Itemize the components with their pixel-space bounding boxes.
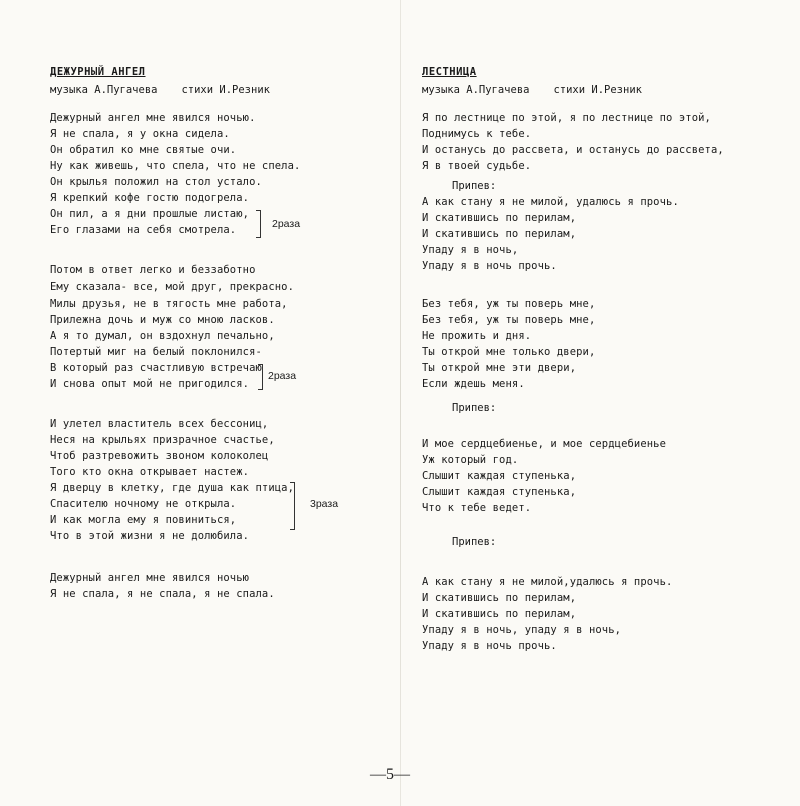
lyric-line: Упаду я в ночь прочь. — [422, 640, 557, 652]
lyric-line: А я то думал, он вздохнул печально, — [50, 330, 275, 342]
lyric-line: Чтоб разтревожить звоном колоколец — [50, 450, 269, 462]
lyric-line: Я крепкий кофе гостю подогрела. — [50, 192, 250, 204]
repeat-mark: 2раза — [268, 370, 297, 382]
lyric-line: Прилежна дочь и муж со мною ласков. — [50, 314, 275, 326]
lyric-line: Он крылья положил на стол устало. — [50, 176, 262, 188]
lyric-line: А как стану я не милой, удалюсь я прочь. — [422, 196, 679, 208]
song-credits — [422, 84, 642, 96]
song-title: ЛЕСТНИЦА — [422, 66, 477, 78]
lyric-line: Потертый миг на белый поклонился- — [50, 346, 262, 358]
lyric-line: Упаду я в ночь, — [422, 244, 519, 256]
lyric-line: Что к тебе ведет. — [422, 502, 532, 514]
lyric-line: Поднимусь к тебе. — [422, 128, 532, 140]
song-title: ДЕЖУРНЫЙ АНГЕЛ — [50, 66, 146, 78]
lyric-line: Ты открой мне эти двери, — [422, 362, 577, 374]
page-fold — [400, 0, 401, 806]
chorus-label: Припев: — [452, 402, 497, 414]
lyric-line: Спасителю ночному не открыла. — [50, 498, 237, 510]
lyric-line: Без тебя, уж ты поверь мне, — [422, 298, 596, 310]
lyric-line: Он пил, а я дни прошлые листаю, — [50, 208, 250, 220]
lyrics-credit: стихи И.Резник — [553, 84, 642, 96]
lyric-line: Я в твоей судьбе. — [422, 160, 532, 172]
lyric-line: Я не спала, я не спала, я не спала. — [50, 588, 275, 600]
lyric-line: И мое сердцебиенье, и мое сердцебиенье — [422, 438, 667, 450]
lyric-line: Его глазами на себя смотрела. — [50, 224, 237, 236]
lyric-line: И останусь до рассвета, и останусь до рассвета, — [422, 144, 724, 156]
lyric-line: И скатившись по перилам, — [422, 608, 577, 620]
lyric-line: Я по лестнице по этой, я по лестнице по этой, — [422, 112, 711, 124]
lyric-line: Дежурный ангел мне явился ночью. — [50, 112, 256, 124]
repeat-brace — [258, 364, 263, 390]
music-credit: музыка А.Пугачева — [50, 84, 158, 96]
lyric-line: И улетел властитель всех бессониц, — [50, 418, 269, 430]
repeat-brace — [290, 482, 295, 530]
lyrics-credit: стихи И.Резник — [181, 84, 270, 96]
lyric-line: Уж который год. — [422, 454, 519, 466]
repeat-mark: 3раза — [310, 498, 339, 510]
lyric-line: Слышит каждая ступенька, — [422, 486, 577, 498]
lyric-line: Без тебя, уж ты поверь мне, — [422, 314, 596, 326]
chorus-label: Припев: — [452, 180, 497, 192]
lyric-line: Потом в ответ легко и беззаботно — [50, 264, 256, 276]
lyric-line: И скатившись по перилам, — [422, 212, 577, 224]
lyric-line: Он обратил ко мне святые очи. — [50, 144, 237, 156]
chorus-label: Припев: — [452, 536, 497, 548]
lyric-line: Ну как живешь, что спела, что не спела. — [50, 160, 301, 172]
lyric-line: Упаду я в ночь, упаду я в ночь, — [422, 624, 622, 636]
lyric-line: Ты открой мне только двери, — [422, 346, 596, 358]
lyric-line: Упаду я в ночь прочь. — [422, 260, 557, 272]
lyric-line: И скатившись по перилам, — [422, 228, 577, 240]
lyric-line: И снова опыт мой не пригодился. — [50, 378, 250, 390]
lyric-line: И скатившись по перилам, — [422, 592, 577, 604]
lyric-line: Что в этой жизни я не долюбила. — [50, 530, 250, 542]
lyric-line: Я не спала, я у окна сидела. — [50, 128, 230, 140]
lyric-line: Я дверцу в клетку, где душа как птица, — [50, 482, 295, 494]
lyric-line: Того кто окна открывает настеж. — [50, 466, 250, 478]
lyric-line: Слышит каждая ступенька, — [422, 470, 577, 482]
lyric-line: Дежурный ангел мне явился ночью — [50, 572, 250, 584]
lyric-line: Ему сказала- все, мой друг, прекрасно. — [50, 281, 295, 293]
repeat-brace — [256, 210, 261, 238]
lyric-line: Неся на крыльях призрачное счастье, — [50, 434, 275, 446]
lyric-line: В который раз счастливую встречаю — [50, 362, 262, 374]
lyric-line: Милы друзья, не в тягость мне работа, — [50, 298, 288, 310]
page-number: —5— — [370, 766, 410, 783]
lyric-line: А как стану я не милой,удалюсь я прочь. — [422, 576, 673, 588]
repeat-mark: 2раза — [272, 218, 301, 230]
lyric-line: Если ждешь меня. — [422, 378, 525, 390]
lyric-line: Не прожить и дня. — [422, 330, 532, 342]
music-credit: музыка А.Пугачева — [422, 84, 530, 96]
song-credits — [50, 84, 270, 96]
lyric-line: И как могла ему я повиниться, — [50, 514, 237, 526]
